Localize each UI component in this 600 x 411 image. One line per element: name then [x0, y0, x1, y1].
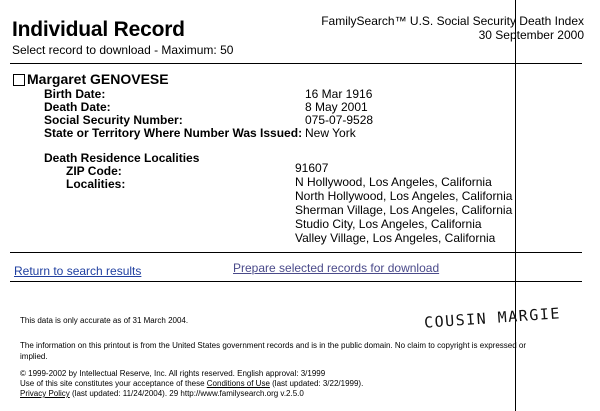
locality-item: Sherman Village, Los Angeles, California — [295, 203, 513, 217]
privacy-suffix: (last updated: 11/24/2004). 29 http://www.familysearch.org v.2.5.0 — [69, 389, 304, 398]
privacy-policy-link[interactable]: Privacy Policy — [20, 389, 70, 398]
source-name: FamilySearch™ U.S. Social Security Death Index — [321, 14, 584, 28]
death-date-label: Death Date: — [44, 100, 111, 114]
privacy-line — [20, 389, 304, 398]
locality-item: N Hollywood, Los Angeles, California — [295, 175, 492, 189]
terms-line — [20, 379, 363, 388]
public-domain-note-cont: implied. — [20, 352, 48, 361]
terms-suffix: (last updated: 3/22/1999). — [269, 379, 364, 388]
page-subtitle: Select record to download - Maximum: 50 — [12, 43, 234, 57]
death-date-value: 8 May 2001 — [305, 100, 368, 114]
localities-label: Localities: — [66, 177, 126, 191]
zip-label: ZIP Code: — [66, 164, 122, 178]
prepare-download-link[interactable]: Prepare selected records for download — [233, 261, 440, 275]
birth-date-value: 16 Mar 1916 — [305, 87, 373, 101]
issued-state-label: State or Territory Where Number Was Issued: — [44, 126, 303, 140]
birth-date-label: Birth Date: — [44, 87, 106, 101]
public-domain-note: The information on this printout is from the United States government records and is in the public domain. No claim to copyright is expressed or — [20, 341, 527, 350]
source-date: 30 September 2000 — [478, 28, 584, 42]
copyright-note: © 1999-2002 by Intellectual Reserve, Inc. All rights reserved. English approval: 3/1999 — [20, 369, 326, 378]
locality-item: Studio City, Los Angeles, California — [295, 217, 482, 231]
record-select-checkbox[interactable] — [13, 74, 25, 86]
zip-value: 91607 — [295, 161, 329, 175]
actions-divider — [10, 281, 582, 282]
ssn-label: Social Security Number: — [44, 113, 183, 127]
residence-heading: Death Residence Localities — [44, 151, 200, 165]
page-title: Individual Record — [12, 18, 185, 41]
terms-prefix: Use of this site constitutes your acceptance of these — [20, 379, 207, 388]
header-divider — [10, 63, 582, 64]
locality-item: North Hollywood, Los Angeles, California — [295, 189, 513, 203]
ssn-value: 075-07-9528 — [305, 113, 374, 127]
return-to-search-link[interactable]: Return to search results — [14, 264, 142, 278]
issued-state-value: New York — [305, 126, 356, 140]
accuracy-note: This data is only accurate as of 31 March 2004. — [20, 316, 189, 325]
locality-item: Valley Village, Los Angeles, California — [295, 231, 496, 245]
record-divider — [10, 252, 582, 253]
record-name: Margaret GENOVESE — [27, 71, 169, 87]
conditions-of-use-link[interactable]: Conditions of Use — [206, 379, 270, 388]
handwritten-note: COUSIN MARGIE — [423, 304, 562, 332]
